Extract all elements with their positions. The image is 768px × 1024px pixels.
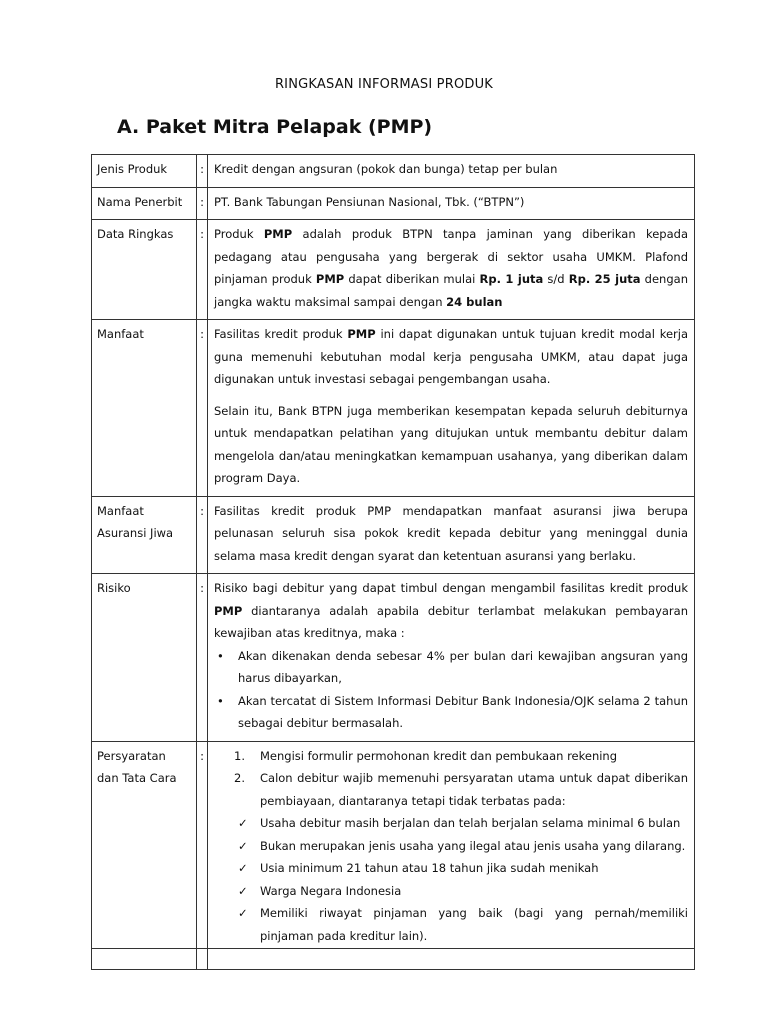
row-label: Manfaat Asuransi Jiwa xyxy=(92,496,197,574)
row-colon: : xyxy=(197,187,208,220)
row-value xyxy=(208,320,695,497)
section-title: A. Paket Mitra Pelapak (PMP) xyxy=(117,116,433,138)
document-title: RINGKASAN INFORMASI PRODUK xyxy=(274,77,494,92)
row-value: PT. Bank Tabungan Pensiunan Nasional, Tbk. (“BTPN”) xyxy=(208,187,695,220)
bullet-icon: • xyxy=(217,693,224,708)
list-item: ✓ Warga Negara Indonesia xyxy=(214,880,688,903)
risk-bullet-list xyxy=(214,645,688,735)
row-label: Manfaat xyxy=(92,320,197,497)
row-manfaat-asuransi xyxy=(92,496,695,574)
row-risiko xyxy=(92,574,695,742)
row-value xyxy=(208,574,695,742)
checkmark-icon: ✓ xyxy=(238,838,248,853)
list-item: ✓ Usaha debitur masih berjalan dan telah berjalan selama minimal 6 bulan xyxy=(214,812,688,835)
paragraph: Risiko bagi debitur yang dapat timbul dengan mengambil fasilitas kredit produk PMP diantaranya adalah apabila debitur terlambat melakukan pembayaran kewajiban atas kreditnya, maka : xyxy=(214,581,688,640)
row-value: Kredit dengan angsuran (pokok dan bunga) tetap per bulan xyxy=(208,155,695,188)
row-colon: : xyxy=(197,220,208,320)
row-colon: : xyxy=(197,574,208,742)
checkmark-icon: ✓ xyxy=(238,906,248,920)
row-label: Nama Penerbit xyxy=(92,187,197,220)
row-value xyxy=(208,741,695,969)
row-nama-penerbit xyxy=(92,187,695,220)
bottom-divider xyxy=(91,948,695,949)
row-colon: : xyxy=(197,741,208,969)
list-item: ✓ Bukan merupakan jenis usaha yang ilegal atau jenis usaha yang dilarang. xyxy=(214,835,688,858)
paragraph: Fasilitas kredit produk PMP ini dapat digunakan untuk tujuan kredit modal kerja guna memenuhi kebutuhan modal kerja pengusaha UMKM, atau dapat juga digunakan untuk investasi sebagai pengembangan usaha. xyxy=(214,327,688,386)
row-label: Data Ringkas xyxy=(92,220,197,320)
row-value: Fasilitas kredit produk PMP mendapatkan manfaat asuransi jiwa berupa pelunasan seluruh sisa pokok kredit kepada debitur yang meninggal dunia selama masa kredit dengan syarat dan ketentuan asuransi yang berlaku. xyxy=(208,496,695,574)
row-value: Produk PMP adalah produk BTPN tanpa jaminan yang diberikan kepada pedagang atau pengusaha yang bergerak di sektor usaha UMKM. Plafond pinjaman produk PMP dapat diberikan mulai Rp. 1 juta s/d Rp. 25 juta dengan jangka waktu maksimal sampai dengan 24 bulan xyxy=(208,220,695,320)
paragraph: Selain itu, Bank BTPN juga memberikan kesempatan kepada seluruh debiturnya untuk mendapatkan pelatihan yang ditujukan untuk membantu debitur dalam mengelola dan/atau meningkatkan kemampuan usahanya, yang diberikan dalam program Daya. xyxy=(214,403,688,485)
checkmark-icon: ✓ xyxy=(238,861,248,875)
row-colon: : xyxy=(197,320,208,497)
row-colon: : xyxy=(197,155,208,188)
checkmark-icon: ✓ xyxy=(238,883,248,898)
row-label: Risiko xyxy=(92,574,197,742)
list-item: ✓ Usia minimum 21 tahun atau 18 tahun jika sudah menikah xyxy=(214,857,688,880)
bullet-icon: • xyxy=(217,648,224,663)
list-item: 2. Calon debitur wajib memenuhi persyaratan utama untuk dapat diberikan pembiayaan, diantaranya tetapi tidak terbatas pada: xyxy=(234,771,688,808)
list-item: • Akan tercatat di Sistem Informasi Debitur Bank Indonesia/OJK selama 2 tahun sebagai debitur bermasalah. xyxy=(214,690,688,735)
steps-list xyxy=(214,745,688,813)
requirements-checklist xyxy=(214,812,688,947)
product-info-table xyxy=(91,154,695,970)
row-label: Jenis Produk xyxy=(92,155,197,188)
row-data-ringkas xyxy=(92,220,695,320)
row-colon: : xyxy=(197,496,208,574)
list-item: ✓ Memiliki riwayat pinjaman yang baik (bagi yang pernah/memiliki pinjaman pada kreditur lain). xyxy=(214,902,688,947)
row-persyaratan xyxy=(92,741,695,969)
row-manfaat xyxy=(92,320,695,497)
checkmark-icon: ✓ xyxy=(238,816,248,830)
row-label: Persyaratan dan Tata Cara xyxy=(92,741,197,969)
list-item: • Akan dikenakan denda sebesar 4% per bulan dari kewajiban angsuran yang harus dibayarkan, xyxy=(214,645,688,690)
list-item: 1. Mengisi formulir permohonan kredit dan pembukaan rekening xyxy=(234,748,618,763)
row-jenis-produk xyxy=(92,155,695,188)
